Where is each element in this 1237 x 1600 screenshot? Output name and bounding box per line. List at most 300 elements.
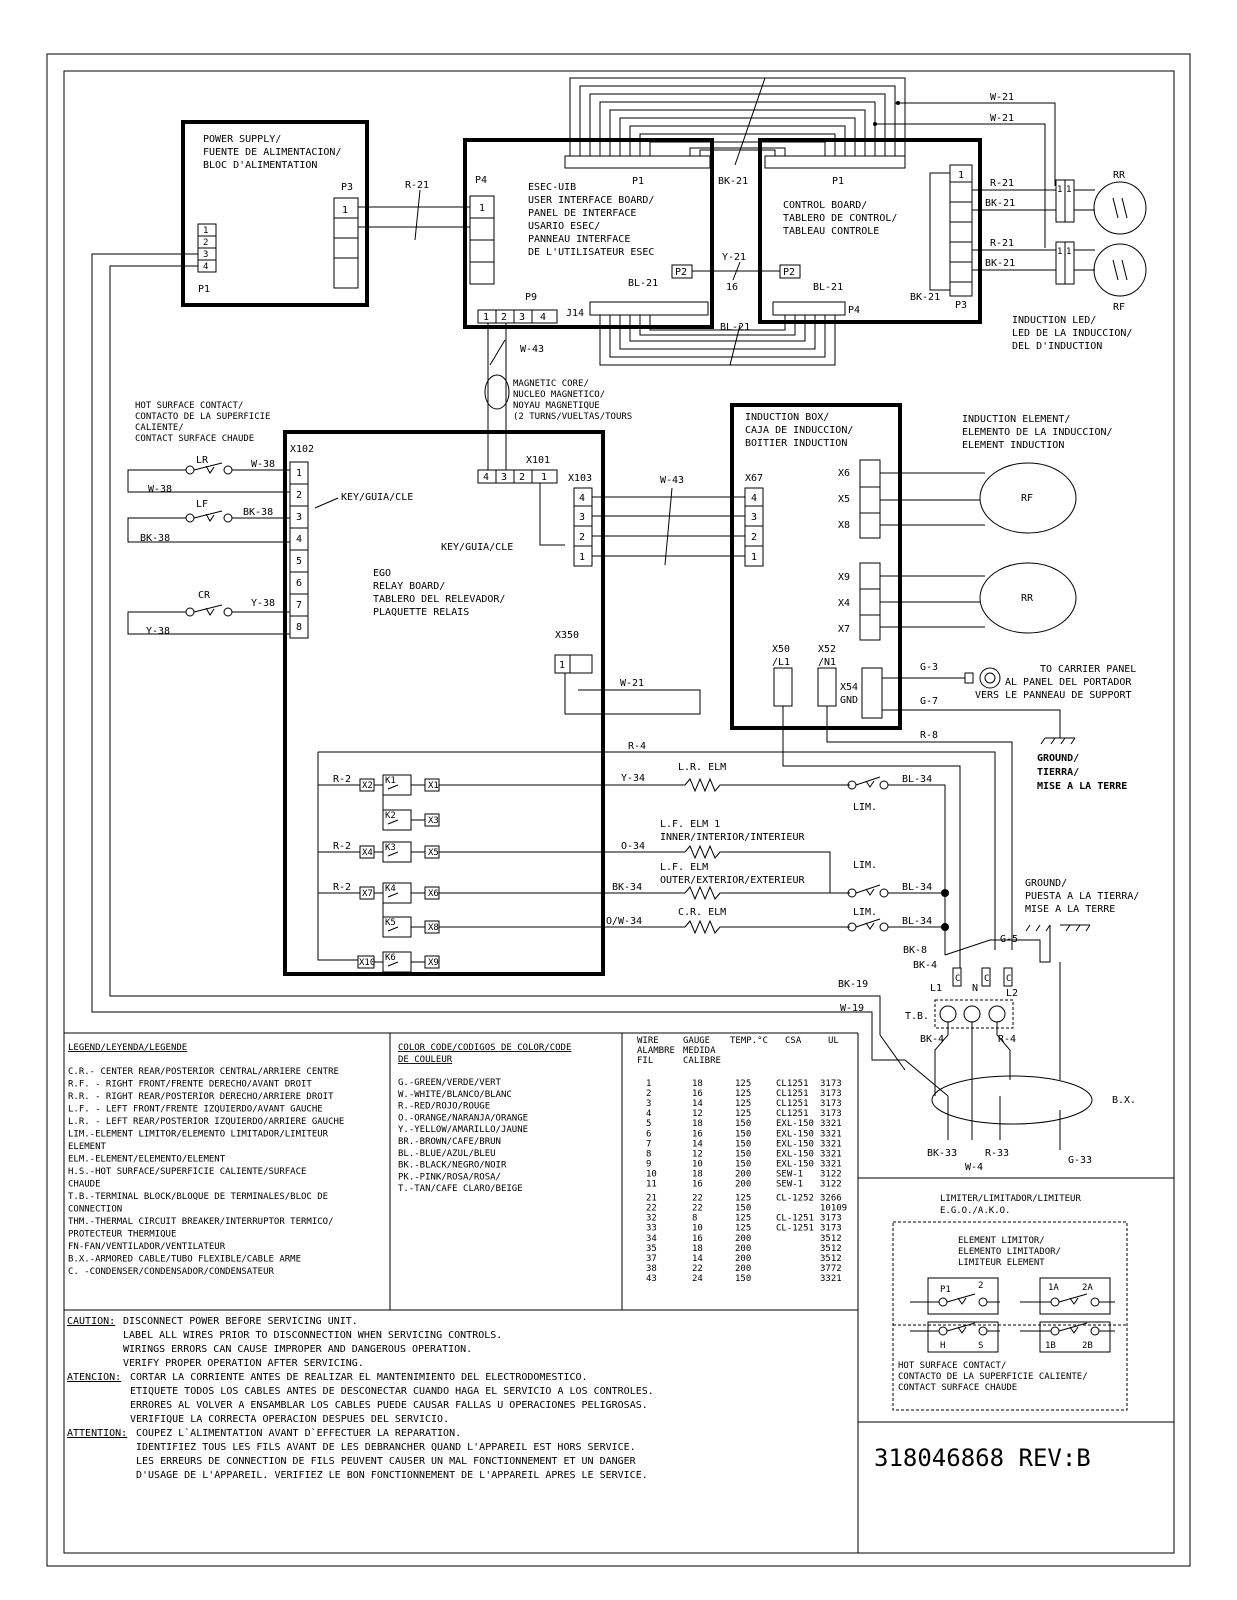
- x67-2: 2: [751, 532, 758, 543]
- x103-4: 4: [579, 493, 586, 504]
- hs-w38-2: W-38: [148, 484, 173, 495]
- wire-table-cell: EXL-150: [776, 1159, 814, 1170]
- wire-table-cell: 11: [646, 1179, 657, 1190]
- hs-title-1: HOT SURFACE CONTACT/: [135, 401, 244, 411]
- wire-table-cell: 6: [646, 1129, 652, 1140]
- wire-table-cell: 3321: [820, 1159, 842, 1170]
- ground2-1: GROUND/: [1025, 878, 1068, 889]
- ego-title-4: PLAQUETTE RELAIS: [373, 607, 470, 618]
- ribbon-cable-top: [570, 78, 905, 165]
- carrier-ground: [882, 662, 1136, 792]
- wire-table-cell: 18: [692, 1079, 703, 1089]
- led-rf-label: RF: [1113, 302, 1126, 313]
- color-code-line: Y.-YELLOW/AMARILLO/JAUNE: [398, 1125, 529, 1136]
- tb-l1: L1: [930, 983, 943, 994]
- wire-table-cell: 200: [735, 1253, 752, 1264]
- relay-x7: X7: [362, 889, 373, 899]
- lim-3: LIM.: [853, 907, 878, 918]
- relay-x8: X8: [428, 923, 439, 933]
- lim-hs-2: CONTACTO DE LA SUPERFICIE CALIENTE/: [898, 1372, 1088, 1382]
- wire-table-cell: CL1251: [776, 1089, 809, 1100]
- lf-elm-label: L.F. ELM: [660, 862, 709, 873]
- ib-x7: X7: [838, 624, 851, 635]
- wire-table-cell: 14: [692, 1099, 703, 1110]
- relay-k2: K2: [385, 811, 396, 821]
- wire-table-cell: 3173: [820, 1223, 842, 1234]
- lim-hs-3: CONTACT SURFACE CHAUDE: [898, 1383, 1018, 1393]
- wire-table-cell: 200: [735, 1263, 752, 1274]
- bk8-label: BK-8: [903, 945, 928, 956]
- bl34-2: BL-34: [902, 882, 933, 893]
- wt-h-gauge-1: GAUGE: [683, 1036, 711, 1046]
- cb-p4: P4: [848, 305, 861, 316]
- x102-6: 6: [296, 578, 303, 589]
- atencion-label: ATENCION:: [67, 1372, 122, 1383]
- cb-bl21: BL-21: [813, 282, 844, 293]
- hot-surface-contacts: [128, 401, 290, 637]
- attention-line-1: IDENTIFIEZ TOUS LES FILS AVANT DE LES DEBRANCHER QUAND L'APPAREIL EST HORS SERVICE.: [136, 1442, 636, 1453]
- wire-table-cell: 16: [692, 1233, 703, 1244]
- color-code-line: BR.-BROWN/CAFE/BRUN: [398, 1137, 501, 1147]
- wire-table-cell: 125: [735, 1099, 752, 1110]
- wire-table-cell: 125: [735, 1193, 752, 1204]
- y21-label: Y-21: [722, 252, 747, 263]
- wire-table-cell: 1: [646, 1079, 652, 1089]
- relay-r2-1: R-2: [333, 774, 352, 785]
- control-board: [760, 140, 980, 322]
- g5-label: G-5: [1000, 934, 1019, 945]
- ground2-2: PUESTA A LA TIERRA/: [1025, 891, 1140, 902]
- x102-2: 2: [296, 490, 303, 501]
- esec-bl21: BL-21: [628, 278, 659, 289]
- attention-line-2: LES ERREURS DE CONNECTION DE FILS PEUVENT CAUSER UN MAL FONCTIONNEMENT ET UN DANGER: [136, 1456, 636, 1467]
- attention-line-3: D'USAGE DE L'APPAREIL. VERIFIEZ LE BON FONCTIONNEMENT DE L'APPAREIL APRES LE SERVICE.: [136, 1470, 648, 1481]
- wire-table-cell: 18: [692, 1119, 703, 1130]
- lim-s: S: [978, 1341, 984, 1351]
- legend-line: CHAUDE: [68, 1179, 101, 1190]
- wire-table-cell: 38: [646, 1263, 657, 1274]
- wire-table-cell: 150: [735, 1119, 752, 1130]
- x103-2: 2: [579, 532, 586, 543]
- carrier-2: AL PANEL DEL PORTADOR: [1005, 677, 1132, 688]
- carrier-1: TO CARRIER PANEL: [1040, 664, 1137, 675]
- hs-bk38-2: BK-38: [140, 533, 171, 544]
- cb-p1: P1: [832, 176, 845, 187]
- relay-k3: K3: [385, 843, 396, 853]
- svg-text:1: 1: [342, 205, 349, 216]
- hs-title-4: CONTACT SURFACE CHAUDE: [135, 434, 255, 444]
- r33-label: R-33: [985, 1148, 1010, 1159]
- wire-table-cell: 37: [646, 1253, 657, 1264]
- wire-table-cell: 3266: [820, 1193, 842, 1204]
- esec-title-5: PANNEAU INTERFACE: [528, 234, 631, 245]
- wire-table-cell: 16: [692, 1089, 703, 1100]
- wire-table-cell: 33: [646, 1223, 657, 1234]
- bk34-label: BK-34: [612, 882, 643, 893]
- ps-pin-1: 1: [203, 226, 209, 236]
- wire-table-cell: 22: [692, 1263, 703, 1274]
- ego-x350: X350: [555, 630, 580, 641]
- w43-mid-label: W-43: [660, 475, 685, 486]
- induction-leds: [972, 170, 1146, 352]
- svg-text:1: 1: [1057, 247, 1063, 257]
- wire-table-cell: 7: [646, 1139, 652, 1150]
- wire-table-cell: CL-1251: [776, 1213, 814, 1224]
- outer-label: OUTER/EXTERIOR/EXTERIEUR: [660, 875, 805, 886]
- relay-x5: X5: [428, 848, 439, 858]
- cr-element-icon: [685, 921, 850, 933]
- ie-rr: RR: [1021, 593, 1034, 604]
- wire-table-cell: 24: [692, 1273, 703, 1284]
- cap-c-2: C: [984, 974, 990, 984]
- wire-table-cell: 18: [692, 1243, 703, 1254]
- wire-table-cell: 9: [646, 1159, 652, 1170]
- x102-4: 4: [296, 534, 303, 545]
- esec-title-6: DE L'UTILISATEUR ESEC: [528, 247, 655, 258]
- wire-table-cell: 200: [735, 1179, 752, 1190]
- lf-outer-element-icon: [685, 887, 850, 899]
- legend-line: B.X.-ARMORED CABLE/TUBO FLEXIBLE/CABLE ARME: [68, 1254, 301, 1265]
- ego-title-3: TABLERO DEL RELEVADOR/: [373, 594, 506, 605]
- p9-pin-3: 3: [519, 312, 526, 323]
- relay-x3: X3: [428, 816, 439, 826]
- x67-4: 4: [751, 493, 758, 504]
- wire-table-cell: 200: [735, 1169, 752, 1180]
- ground1-1: GROUND/: [1037, 753, 1080, 764]
- legend-line: FN-FAN/VENTILADOR/VENTILATEUR: [68, 1242, 226, 1252]
- x101-3: 3: [501, 472, 508, 483]
- bk4-label-1: BK-4: [913, 960, 938, 971]
- wire-table-cell: 22: [692, 1193, 703, 1204]
- hs-y38-1: Y-38: [251, 598, 276, 609]
- relay-x1: X1: [428, 781, 439, 791]
- lr-elm-label: L.R. ELM: [678, 762, 727, 773]
- wire-table-cell: 10: [646, 1169, 657, 1180]
- wire-table-cell: 3173: [820, 1109, 842, 1120]
- wire-table-cell: 3173: [820, 1213, 842, 1224]
- ground1-3: MISE A LA TERRE: [1037, 781, 1128, 792]
- wire-table-cell: 125: [735, 1213, 752, 1224]
- w43-harness: [592, 488, 745, 565]
- wire-table-cell: 3321: [820, 1129, 842, 1140]
- x103-3: 3: [579, 512, 586, 523]
- wire-table-cell: 200: [735, 1243, 752, 1254]
- x101-1: 1: [541, 472, 548, 483]
- wire-table-cell: 3122: [820, 1169, 842, 1180]
- hs-lr: LR: [196, 455, 209, 466]
- esec-title-3: PANEL DE INTERFACE: [528, 208, 637, 219]
- caution-line-3: VERIFY PROPER OPERATION AFTER SERVICING.: [123, 1358, 364, 1369]
- wire-table-cell: 12: [692, 1109, 703, 1120]
- ie-title-2: ELEMENTO DE LA INDUCCION/: [962, 427, 1113, 438]
- wire-table-cell: CL1251: [776, 1109, 809, 1120]
- wire-table-cell: 34: [646, 1233, 657, 1244]
- relay-k1: K1: [385, 776, 396, 786]
- ow34-label: O/W-34: [606, 916, 643, 927]
- p9-pin-4: 4: [540, 312, 547, 323]
- wire-table-cell: EXL-150: [776, 1129, 814, 1140]
- x102-8: 8: [296, 622, 303, 633]
- x102-7: 7: [296, 600, 303, 611]
- cb-p3: P3: [955, 300, 968, 311]
- magnetic-core-icon: [485, 375, 509, 409]
- lim-2: LIM.: [853, 860, 878, 871]
- y21-gauge: 16: [726, 282, 739, 293]
- wire-table-cell: 3321: [820, 1273, 842, 1284]
- cb-title-3: TABLEAU CONTROLE: [783, 226, 880, 237]
- ib-x6: X6: [838, 468, 851, 479]
- esec-p1: P1: [632, 176, 645, 187]
- limiter-title-1: LIMITER/LIMITADOR/LIMITEUR: [940, 1194, 1081, 1204]
- svg-text:1: 1: [1066, 185, 1072, 195]
- led-rr-label: RR: [1113, 170, 1126, 181]
- svg-text:1: 1: [479, 203, 486, 214]
- relay-x9: X9: [428, 958, 439, 968]
- ps-pin-3: 3: [203, 250, 209, 260]
- wire-table-cell: 3122: [820, 1179, 842, 1190]
- terminal-block: [838, 878, 1139, 1173]
- tb-n: N: [972, 983, 979, 994]
- bl34-1: BL-34: [902, 774, 933, 785]
- wire-table-cell: 3173: [820, 1079, 842, 1089]
- color-code-line: W.-WHITE/BLANCO/BLANC: [398, 1089, 512, 1100]
- induction-elements: [880, 414, 1113, 633]
- wt-h-temp: TEMP.°C: [730, 1036, 768, 1046]
- wire-table-cell: 3321: [820, 1119, 842, 1130]
- led-title-1: INDUCTION LED/: [1012, 315, 1097, 326]
- power-supply: [183, 122, 367, 305]
- attention-text: COUPEZ L`ALIMENTATION AVANT D`EFFECTUER LA REPARATION.: [136, 1428, 462, 1439]
- wire-table-cell: CL-1251: [776, 1223, 814, 1234]
- relay-x6: X6: [428, 889, 439, 899]
- wire-table-cell: 10: [692, 1159, 703, 1170]
- w21-label-2: W-21: [990, 113, 1015, 124]
- limiter-legend: [893, 1194, 1127, 1410]
- wire-table-cell: 3173: [820, 1099, 842, 1110]
- bk19-label: BK-19: [838, 979, 869, 990]
- color-code-line: O.-ORANGE/NARANJA/ORANGE: [398, 1113, 529, 1124]
- wire-table-cell: 43: [646, 1273, 657, 1284]
- x103-1: 1: [579, 552, 586, 563]
- legend-line: L.F. - LEFT FRONT/FRENTE IZQUIERDO/AVANT GAUCHE: [68, 1104, 323, 1115]
- bl34-3: BL-34: [902, 916, 933, 927]
- cap-c-1: C: [955, 974, 961, 984]
- wire-table-cell: 3321: [820, 1139, 842, 1150]
- led-bk21-1: BK-21: [985, 198, 1016, 209]
- x101-4: 4: [483, 472, 490, 483]
- ib-x9: X9: [838, 572, 851, 583]
- lim-1a: 1A: [1048, 1283, 1059, 1293]
- wire-table-cell: 150: [735, 1149, 752, 1160]
- legend-line: L.R. - LEFT REAR/POSTERIOR IZQUIERDO/ARRIERE GAUCHE: [68, 1117, 345, 1127]
- wt-h-wire-3: FIL: [637, 1056, 654, 1066]
- wire-table-cell: 8: [646, 1149, 652, 1160]
- relay-k4: K4: [385, 884, 396, 894]
- hs-lf: LF: [196, 499, 209, 510]
- ib-x8: X8: [838, 520, 851, 531]
- wt-h-wire-2: ALAMBRE: [637, 1046, 675, 1056]
- p9-pin-2: 2: [501, 312, 508, 323]
- o34-label: O-34: [621, 841, 646, 852]
- r21-label: R-21: [405, 180, 430, 191]
- wire-table-cell: EXL-150: [776, 1119, 814, 1130]
- ground2-3: MISE A LA TERRE: [1025, 904, 1116, 915]
- wire-table-cell: 150: [735, 1273, 752, 1284]
- ps-pin-4: 4: [203, 262, 209, 272]
- wire-table-cell: 32: [646, 1213, 657, 1224]
- tb-l2: L2: [1006, 988, 1019, 999]
- ground1-2: TIERRA/: [1037, 767, 1080, 778]
- esec-title-1: ESEC-UIB: [528, 182, 577, 193]
- esec-uib-board: [465, 140, 712, 327]
- ib-x52: X52: [818, 644, 837, 655]
- color-code: [398, 1043, 571, 1194]
- wire-table-cell: 3512: [820, 1243, 842, 1254]
- wt-h-wire-1: WIRE: [637, 1036, 659, 1046]
- wire-table-cell: EXL-150: [776, 1149, 814, 1160]
- cb-title-1: CONTROL BOARD/: [783, 200, 868, 211]
- bk33-label: BK-33: [927, 1148, 958, 1159]
- attention-label: ATTENTION:: [67, 1428, 128, 1439]
- wire-table-cell: 125: [735, 1223, 752, 1234]
- legend-line: C. -CONDENSER/CONDENSADOR/CONDENSATEUR: [68, 1267, 274, 1277]
- wire-table-cell: 150: [735, 1139, 752, 1150]
- atencion-line-1: ETIQUETE TODOS LOS CABLES ANTES DE DESCONECTAR CUANDO HAGA EL SERVICIO A LOS CONTROLES.: [130, 1386, 654, 1397]
- ego-key-1: KEY/GUIA/CLE: [341, 492, 414, 503]
- color-code-line: BK.-BLACK/NEGRO/NOIR: [398, 1160, 507, 1171]
- wire-table-cell: EXL-150: [776, 1139, 814, 1150]
- ego-key-2: KEY/GUIA/CLE: [441, 542, 514, 553]
- lim-2: 2: [978, 1281, 984, 1291]
- wire-table-cell: 150: [735, 1129, 752, 1140]
- led-rf-icon: [1094, 244, 1146, 296]
- hs-title-2: CONTACTO DE LA SUPERFICIE: [135, 412, 271, 422]
- esec-p9: P9: [525, 292, 538, 303]
- caution-line-2: WIRINGS ERRORS CAN CAUSE IMPROPER AND DANGEROUS OPERATION.: [123, 1344, 473, 1355]
- x350-w21: W-21: [620, 678, 645, 689]
- wire-table-cell: 14: [692, 1139, 703, 1150]
- wire-table-cell: 3512: [820, 1253, 842, 1264]
- p3-label: P3: [341, 182, 354, 193]
- lim-1b: 1B: [1045, 1341, 1056, 1351]
- mc-2: NUCLEO MAGNETICO/: [513, 390, 606, 400]
- w21-label-1: W-21: [990, 92, 1015, 103]
- wire-table-cell: 150: [735, 1159, 752, 1170]
- p9-pin-1: 1: [483, 312, 490, 323]
- ego-title-1: EGO: [373, 568, 392, 579]
- led-title-3: DEL D'INDUCTION: [1012, 341, 1103, 352]
- wt-h-ul: UL: [828, 1036, 839, 1046]
- limiter-elem-2: ELEMENTO LIMITADOR/: [958, 1247, 1061, 1257]
- x102-5: 5: [296, 556, 303, 567]
- svg-text:1: 1: [1057, 185, 1063, 195]
- y34-label: Y-34: [621, 773, 646, 784]
- wire-table-cell: 8: [692, 1213, 698, 1224]
- tb-label: T.B.: [905, 1011, 930, 1022]
- wire-table-cell: 16: [692, 1179, 703, 1190]
- color-code-line: BL.-BLUE/AZUL/BLEU: [398, 1148, 496, 1159]
- atencion-line-3: VERIFIQUE LA CORRECTA OPERACION DESPUES DEL SERVICIO.: [130, 1414, 450, 1425]
- wire-table-cell: 150: [735, 1203, 752, 1214]
- bk4-label-2: BK-4: [920, 1034, 945, 1045]
- legend-line: ELEMENT: [68, 1142, 106, 1152]
- wire-table-cell: CL1251: [776, 1079, 809, 1089]
- wire-table-cell: 4: [646, 1109, 652, 1120]
- cb-p2: P2: [783, 267, 796, 278]
- wire-table-cell: 5: [646, 1119, 652, 1130]
- bx-label: B.X.: [1112, 1095, 1137, 1106]
- svg-text:1: 1: [958, 170, 965, 181]
- legend-line: THM.-THERMAL CIRCUIT BREAKER/INTERRUPTOR TERMICO/: [68, 1217, 334, 1227]
- wire-table-cell: SEW-1: [776, 1179, 804, 1190]
- color-code-line: T.-TAN/CAFE CLARO/BEIGE: [398, 1184, 523, 1195]
- bl21-bottom-label: BL-21: [720, 322, 751, 333]
- wire-table-cell: 16: [692, 1129, 703, 1140]
- ib-x50: X50: [772, 644, 791, 655]
- wire-table-cell: 35: [646, 1243, 657, 1254]
- r8-label: R-8: [920, 730, 939, 741]
- legend-line: R.F. - RIGHT FRONT/FRENTE DERECHO/AVANT DROIT: [68, 1079, 312, 1090]
- caution-line-1: LABEL ALL WIRES PRIOR TO DISCONNECTION WHEN SERVICING CONTROLS.: [123, 1330, 503, 1341]
- color-code-line: PK.-PINK/ROSA/ROSA/: [398, 1172, 501, 1183]
- wire-table-cell: 22: [646, 1203, 657, 1214]
- wire-table-cell: CL-1252: [776, 1193, 814, 1204]
- legend-line: H.S.-HOT SURFACE/SUPERFICIE CALIENTE/SURFACE: [68, 1167, 307, 1177]
- esec-p2: P2: [675, 267, 688, 278]
- color-code-line: R.-RED/ROJO/ROUGE: [398, 1101, 491, 1112]
- caution-label: CAUTION:: [67, 1316, 116, 1327]
- ps-pin-2: 2: [203, 238, 209, 248]
- led-rr-icon: [1094, 182, 1146, 234]
- carrier-3: VERS LE PANNEAU DE SUPPORT: [975, 690, 1132, 701]
- esec-title-2: USER INTERFACE BOARD/: [528, 195, 655, 206]
- ie-title-1: INDUCTION ELEMENT/: [962, 414, 1071, 425]
- wire-table-cell: SEW-1: [776, 1169, 804, 1180]
- wt-h-gauge-2: MEDIDA: [683, 1046, 716, 1056]
- wt-h-csa: CSA: [785, 1036, 802, 1046]
- ego-x101: X101: [526, 455, 551, 466]
- ie-title-3: ELEMENT INDUCTION: [962, 440, 1065, 451]
- hs-cr: CR: [198, 590, 211, 601]
- hs-bk38-1: BK-38: [243, 507, 274, 518]
- lim-hs-1: HOT SURFACE CONTACT/: [898, 1361, 1007, 1371]
- bk21-label: BK-21: [718, 176, 749, 187]
- lim-h: H: [940, 1341, 946, 1351]
- wire-table-cell: 125: [735, 1109, 752, 1120]
- wire-table-cell: 3512: [820, 1233, 842, 1244]
- wire-table-cell: CL1251: [776, 1099, 809, 1110]
- cb-bk21: BK-21: [910, 292, 941, 303]
- x67-1: 1: [751, 552, 758, 563]
- wire-table-cell: 3173: [820, 1089, 842, 1100]
- inner-label: INNER/INTERIOR/INTERIEUR: [660, 832, 805, 843]
- tb-r4-label: R-4: [998, 1034, 1017, 1045]
- lim-p1: P1: [940, 1285, 951, 1295]
- legend-line: PROTECTEUR THERMIQUE: [68, 1229, 177, 1240]
- lr-element-icon: [685, 779, 850, 791]
- color-code-title-1: COLOR CODE/CODIGOS DE COLOR/CODE: [398, 1043, 572, 1053]
- relay-r2-2: R-2: [333, 841, 352, 852]
- legend-line: ELM.-ELEMENT/ELEMENTO/ELEMENT: [68, 1154, 226, 1165]
- power-supply-title-3: BLOC D'ALIMENTATION: [203, 160, 318, 171]
- legend-title: LEGEND/LEYENDA/LEGENDE: [68, 1043, 188, 1053]
- ib-title-1: INDUCTION BOX/: [745, 412, 830, 423]
- ib-x54: X54: [840, 682, 859, 693]
- legend-line: C.R.- CENTER REAR/POSTERIOR CENTRAL/ARRIERE CENTRE: [68, 1067, 339, 1077]
- wire-table-cell: 3: [646, 1099, 652, 1110]
- r4-label: R-4: [628, 741, 647, 752]
- esec-j14: J14: [566, 308, 585, 319]
